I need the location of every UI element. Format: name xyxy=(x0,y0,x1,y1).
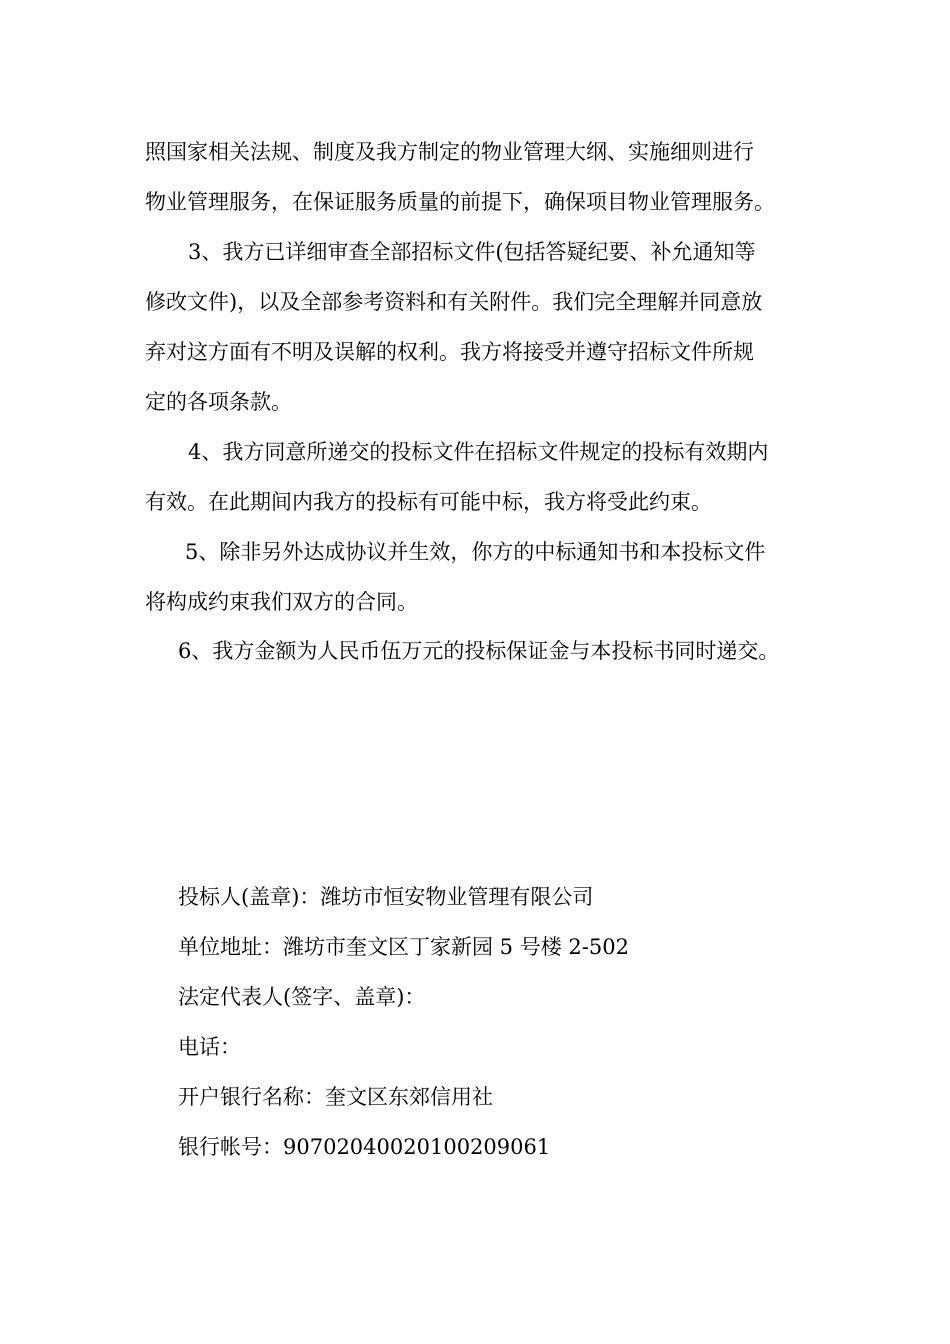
address-line: 单位地址：潍坊市奎文区丁家新园 5 号楼 2-502 xyxy=(178,935,629,959)
paragraph-item-5-line-1: 5、除非另外达成协议并生效，你方的中标通知书和本投标文件 xyxy=(185,540,766,564)
paragraph-item-4-line-1: 4、我方同意所递交的投标文件在招标文件规定的投标有效期内 xyxy=(188,440,769,464)
bank-name-line: 开户银行名称：奎文区东郊信用社 xyxy=(178,1085,493,1109)
paragraph-item-3-line-3: 弃对这方面有不明及误解的权利。我方将接受并遵守招标文件所规 xyxy=(145,340,754,364)
paragraph-item-5-line-2: 将构成约束我们双方的合同。 xyxy=(145,590,418,614)
legal-representative-line: 法定代表人(签字、盖章)： xyxy=(178,985,426,1009)
paragraph-item-3-line-2: 修改文件)，以及全部参考资料和有关附件。我们完全理解并同意放 xyxy=(145,290,763,314)
paragraph-item-4-line-2: 有效。在此期间内我方的投标有可能中标，我方将受此约束。 xyxy=(145,490,712,514)
paragraph-item-3-line-4: 定的各项条款。 xyxy=(145,390,292,414)
paragraph-item-3-line-1: 3、我方已详细审查全部招标文件(包括答疑纪要、补允通知等 xyxy=(188,240,756,264)
paragraph-item-6-line-1: 6、我方金额为人民币伍万元的投标保证金与本投标书同时递交。 xyxy=(178,639,780,663)
phone-line: 电话： xyxy=(178,1035,241,1059)
bank-account-line: 银行帐号：90702040020100209061 xyxy=(178,1135,551,1159)
paragraph-1-line-2: 物业管理服务，在保证服务质量的前提下，确保项目物业管理服务。 xyxy=(145,190,775,214)
paragraph-1-line-1: 照国家相关法规、制度及我方制定的物业管理大纲、实施细则进行 xyxy=(145,140,754,164)
bidder-line: 投标人(盖章)：潍坊市恒安物业管理有限公司 xyxy=(178,885,594,909)
